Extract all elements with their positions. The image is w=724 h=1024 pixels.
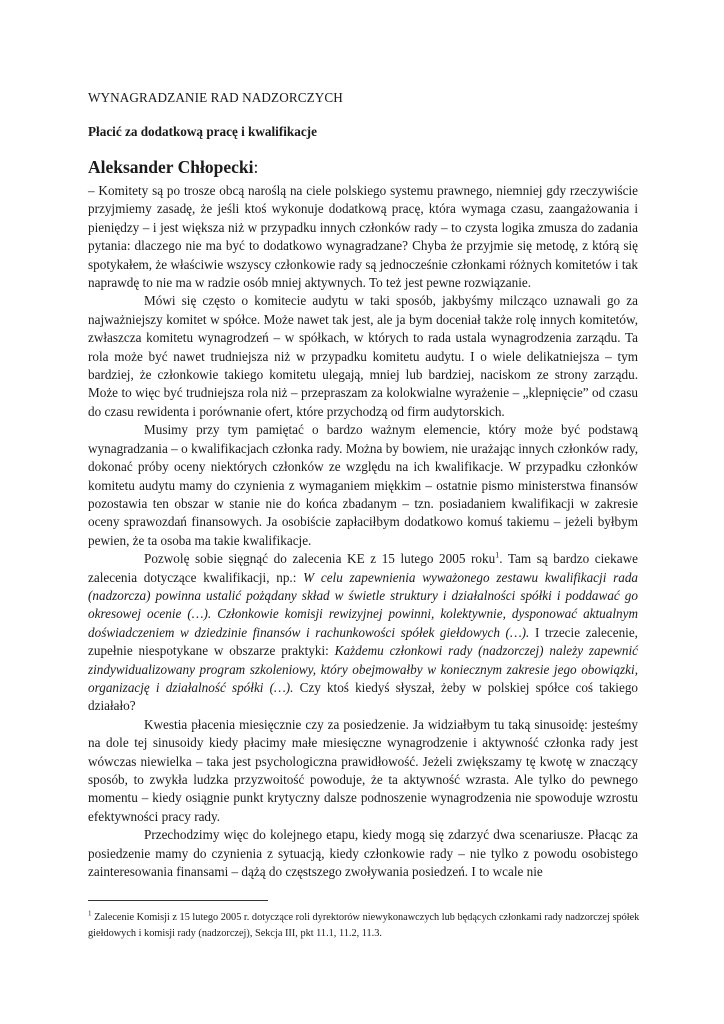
footnote-text: Zalecenie Komisji z 15 lutego 2005 r. dotyczące roli dyrektorów niewykonawczych lub będących członkami rady nadzorczej spółek giełdowych i komisji rady (nadzorczej), Sekcja III, pkt 11.1, 11.2, 11.3. (88, 912, 640, 939)
document-subtitle: Płacić za dodatkową pracę i kwalifikacje (88, 124, 317, 139)
paragraph-4 (88, 550, 638, 716)
quote-recommendation-1: W celu zapewnienia wyważonego zestawu kwalifikacji rada (nadzorcza) powinna ustalić pożądany skład w świetle struktury i działalności spółki i poddawać go okresowej ocenie (…). Członkowie komisji rewizyjnej powinni, kolektywnie, dysponować aktualnym doświadczeniem w dziedzinie finansów i rachunkowości spółek giełdowych (…). (88, 569, 639, 640)
paragraph-1: – Komitety są po trosze obcą naroślą na ciele polskiego systemu prawnego, niemniej gdy rzeczywiście przyjmiemy zasadę, że jeśli ktoś wykonuje dodatkową pracę, która wymaga czasu, zaangażowania i pieniędzy – i jest większa niż w przypadku innych członków rady – to czysta logika zmusza do zadania pytania: dlaczego nie ma być to dodatkowo wynagradzane? Chyba że przyjmie się metodę, z którą się spotykałem, że właściwie wszyscy członkowie rady są jednocześnie członkami różnych komitetów i tak naprawdę to nie ma w radzie osób mniej aktywnych. To też jest pewne rozwiązanie. (88, 183, 638, 291)
footnote-separator (88, 900, 268, 901)
paragraph-4-text-b: . Tam są bardzo ciekawe zalecenia dotyczące kwalifikacji, np.: (88, 551, 638, 585)
paragraph-4-text-c: I trzecie zalecenie, zupełnie niespotykane w obszarze praktyki: (88, 624, 638, 659)
quote-recommendation-2: Każdemu członkowi rady (nadzorczej) należy zapewnić zindywidualizowany program szkoleniowy, który obejmowałby w koniecznym zakresie jego obowiązki, organizację i działalność spółki (…). (88, 643, 638, 695)
paragraph-6: Przechodzimy więc do kolejnego etapu, kiedy mogą się zdarzyć dwa scenariusze. Płacąc za posiedzenie mamy do czynienia z sytuacją, kiedy członkowie rady – nie tylko z powodu osobistego zainteresowania finansami – dążą do częstszego zwoływania posiedzeń. I to wcale nie (88, 827, 638, 880)
footnote-reference: 1 (495, 550, 500, 560)
speaker-heading (88, 157, 258, 178)
speaker-colon: : (253, 157, 259, 177)
paragraph-3: Musimy przy tym pamiętać o bardzo ważnym elemencie, który może być podstawą wynagradzania – o kwalifikacjach członka rady. Można by bowiem, nie urażając innych członków rady, dokonać próby oceny niektórych członków ze względu na ich kwalifikacje. W przypadku członków komitetu audytu mamy do czynienia z wymaganiem miękkim – ostatnie pismo ministerstwa finansów pozostawia ten obszar w stanie nie do końca zbadanym – tzn. posiadaniem kwalifikacji w zakresie oceny sprawozdań finansowych. Ja osobiście zapłaciłbym dodatkowo komuś takiemu – jeżeli byłbym pewien, że ta osoba ma takie kwalifikacje. (88, 422, 638, 548)
article-body (88, 182, 638, 881)
paragraph-2: Mówi się często o komitecie audytu w taki sposób, jakbyśmy milcząco uznawali go za najważniejszy komitet w spółce. Może nawet tak jest, ale ja bym doceniał także rolę innych komitetów, zwłaszcza komitetu wynagrodzeń – w spółkach, w których to rada ustala wynagrodzenia zarządu. Ta rola może być nawet trudniejsza niż w przypadku komitetu audytu. I o wiele delikatniejsza – tym bardziej, że członkowie takiego komitetu ulegają, mniej lub bardziej, naciskom ze strony zarządu. Może to więc być trudniejsza rola niż – przepraszam za kolokwialne wyrażenie – „klepnięcie” od czasu do czasu rewidenta i porównanie ofert, które przychodzą od firm audytorskich. (88, 293, 638, 419)
paragraph-4-text-d: Czy ktoś kiedyś słyszał, żeby w polskiej spółce coś takiego działało? (88, 679, 639, 714)
footnote-marker: 1 (88, 909, 92, 918)
footnote (88, 910, 648, 941)
paragraph-5: Kwestia płacenia miesięcznie czy za posiedzenie. Ja widziałbym tu taką sinusoidę: jesteśmy na dole tej sinusoidy kiedy płacimy małe miesięczne wynagrodzenie i aktywność członka rady jest wówczas niewielka – taka jest psychologiczna prawidłowość. Jeżeli zwiększamy tę kwotę w znaczący sposób, to zwykła ludzka przyzwoitość powoduje, że ta aktywność wzrasta. Ale tylko do pewnego momentu – kiedy osiągnie punkt krytyczny dalsze podnoszenie wynagrodzenia nie spowoduje wzrostu efektywności pracy rady. (88, 716, 638, 824)
paragraph-4-text-a: Pozwolę sobie sięgnąć do zalecenia KE z 15 lutego 2005 roku (144, 551, 496, 567)
document-title: WYNAGRADZANIE RAD NADZORCZYCH (88, 90, 343, 105)
speaker-name: Aleksander Chłopecki (88, 157, 254, 177)
